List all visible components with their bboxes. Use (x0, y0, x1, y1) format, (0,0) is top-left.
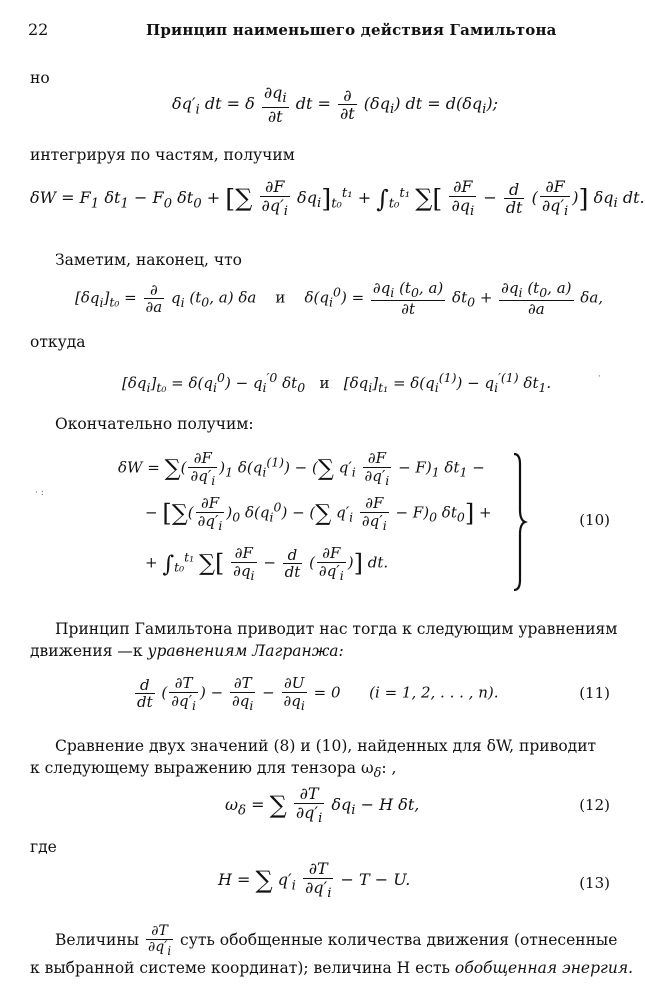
paragraph-9-line-1-post: суть обобщенные количества движения (отнесенные (180, 931, 618, 950)
equation-variation-velocity: $\delta q'_i$ dt = δ $\frac{\partial q_i}{\partial t}$ dt = $\frac{\partial}{\partial t}$ $(\delta q_i)$ dt = $d(\delta q_i)$; (172, 83, 499, 126)
print-speck: · (598, 372, 601, 382)
page-header (28, 20, 610, 42)
running-title: Принцип наименьшего действия Гамильтона (146, 21, 557, 39)
equation-number-11: (11) (579, 684, 610, 702)
equation-10-brace (512, 452, 526, 592)
paragraph-3: Заметим, наконец, что (55, 251, 243, 269)
page-number: 22 (28, 20, 49, 39)
equation-number-13: (13) (579, 874, 610, 892)
equation-13: H = ∑ $q'_i$ $\frac{\partial T}{\partial q'_i}$ − T − U. (218, 859, 411, 901)
paragraph-9-line-2-italic: обобщенная энергия. (454, 959, 634, 977)
paragraph-7-line-1: Сравнение двух значений (8) и (10), найденных для δW, приводит (55, 737, 597, 755)
paragraph-4: откуда (30, 333, 86, 351)
paragraph-6-line-2-italic: уравнениям Лагранжа: (147, 642, 344, 660)
equation-10-line-2: − [∑( $\frac{\partial F}{\partial q'_i}$ )$_0$ $\delta(q_i^0)$ − (∑ $q'_i$ $\frac{\partial F}{\partial q'_i}$ − $F)_0$ $\delta t_0$] + (145, 494, 492, 533)
paragraph-6-line-2-text: движения —к (30, 642, 148, 660)
paragraph-9-line-2-text: к выбранной системе координат); величина H есть (30, 959, 455, 977)
equation-10-line-1: δW = ∑( $\frac{\partial F}{\partial q'_i}$ )$_1$ $\delta(q_i^{(1)})$ − (∑ $q'_i$ $\frac{\partial F}{\partial q'_i}$ − $F)_1$ $\delta t_1$ − (118, 449, 485, 488)
momentum-fraction: $\frac{\partial T}{\partial q'_i}$ (147, 923, 172, 959)
paragraph-8: где (30, 838, 57, 856)
equation-endpoint-variations: $[\delta q_i]_{t_0} = \delta(q_i^0) - q_i^{'0}$ $\delta t_0$ и $[\delta q_i]_{t_1} = \delta(q_i^{(1)}) - q_i^{'(1)}$ $\delta t_1$. (122, 370, 552, 395)
paragraph-7-line-2-text: к следующему выражению для тензора ω (30, 759, 374, 777)
equation-11: $\frac{d}{dt}$ ( $\frac{\partial T}{\partial q'_i}$ ) − $\frac{\partial T}{\partial q_i}$ − $\frac{\partial U}{\partial q_i}$ = 0 (i = 1, 2, . . . , n). (137, 674, 499, 713)
equation-number-10: (10) (579, 511, 610, 529)
paragraph-9-line-2 (30, 957, 633, 979)
equation-10-line-3: + $\int_{t_0}^{t_1}$ ∑[ $\frac{\partial F}{\partial q_i}$ − $\frac{d}{dt}$ ( $\frac{\partial F}{\partial q'_i}$ )] dt. (145, 544, 389, 583)
paragraph-5: Окончательно получим: (55, 415, 254, 433)
paragraph-6-line-2 (30, 640, 344, 662)
equation-boundary-variations: $[\delta q_i]_{t_0}$ = $\frac{\partial}{\partial a}$ $q_i$ ($t_0$, a) δa и $\delta(q_i^0)$ = $\frac{\partial q_i (t_0, a)}{\partial t}$ $\delta t_0$ + $\frac{\partial q_i (t_0, a)}{\partial a}$ δa, (75, 279, 604, 318)
paragraph-9-line-1-pre: Величины (55, 931, 139, 950)
paragraph-1: но (30, 69, 50, 87)
paragraph-7-line-2: к следующему выражению для тензора $\omega_\delta$: , (30, 759, 397, 782)
print-speck: · : (35, 488, 44, 498)
paragraph-2: интегрируя по частям, получим (30, 146, 295, 164)
paragraph-9-line-1 (55, 924, 617, 958)
equation-delta-w-integrated: $\delta W = F_1$ $\delta t_1 - F_0$ $\delta t_0$ + [∑ $\frac{\partial F}{\partial q'_i}$ $\delta q_i]_{t_0}^{t_1} + \int_{t_0}^{t_1}$ ∑[ $\frac{\partial F}{\partial q_i}$ − $\frac{d}{dt}$ ( $\frac{\partial F}{\partial q'_i}$ )] $\delta q_i$ dt. (30, 177, 645, 219)
paragraph-6-line-1: Принцип Гамильтона приводит нас тогда к следующим уравнениям (55, 620, 618, 638)
equation-12: $\omega_\delta$ = ∑ $\frac{\partial T}{\partial q'_i}$ $\delta q_i - H$ δt, (225, 784, 420, 826)
equation-number-12: (12) (579, 796, 610, 814)
